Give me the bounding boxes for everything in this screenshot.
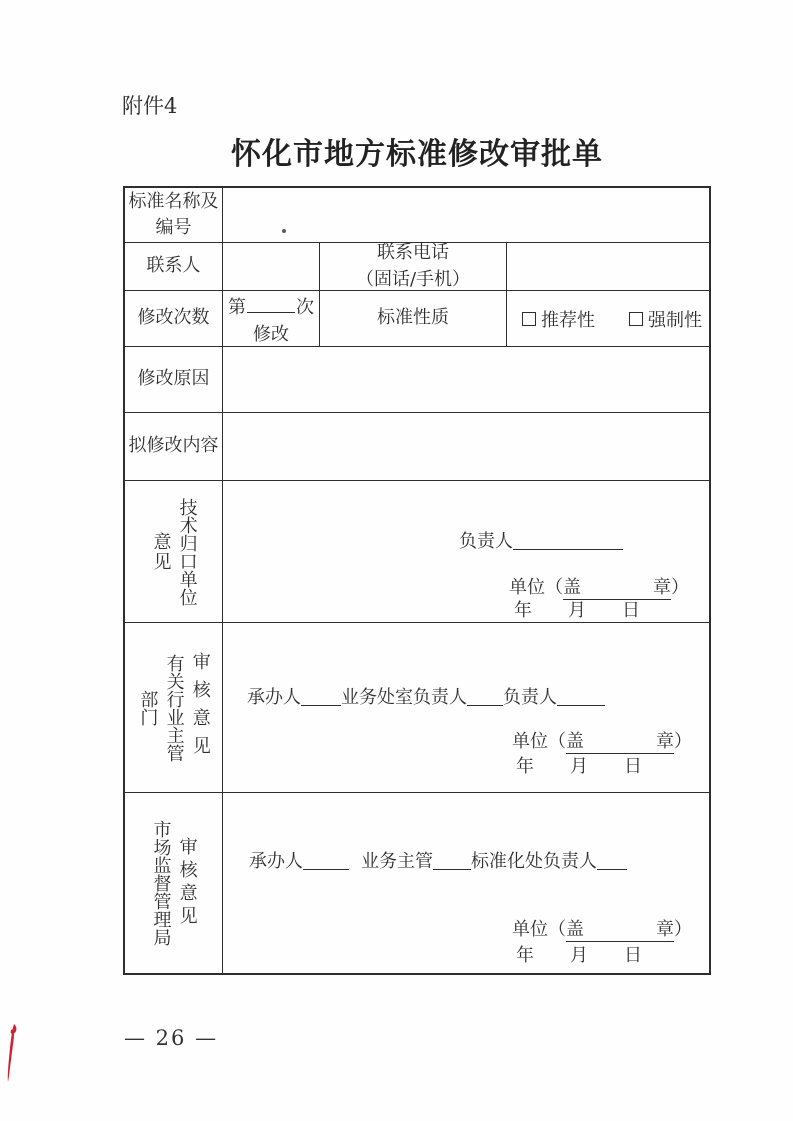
tech-unit-dept-name: 技术归口单位	[176, 497, 198, 606]
tech-unit-leader-label: 负责人	[459, 531, 513, 552]
revision-count-blank[interactable]	[247, 295, 295, 313]
seal-close-paren: ）	[674, 731, 692, 752]
row-market-bureau-opinion	[125, 792, 709, 973]
proposed-content-label: 拟修改内容	[128, 435, 219, 457]
revision-ordinal-line	[228, 293, 314, 319]
industry-office-leader-blank[interactable]	[467, 688, 503, 706]
industry-leader-label: 负责人	[503, 687, 557, 708]
seal-right-char: 章	[653, 577, 671, 598]
seal-underline	[563, 577, 671, 600]
tech-unit-leader-blank[interactable]	[513, 532, 623, 550]
tech-unit-leader-line	[459, 531, 623, 553]
seal-left-char: 盖	[566, 731, 584, 752]
market-supervisor-blank[interactable]	[433, 852, 471, 870]
standard-name-label-line2: 编号	[155, 217, 192, 238]
industry-dept-name-line2: 部门	[137, 689, 159, 726]
page-number: — 26 —	[124, 1026, 219, 1050]
phone-value-cell[interactable]	[506, 243, 709, 290]
phone-label	[319, 243, 506, 290]
unit-seal-prefix: 单位（	[512, 731, 566, 752]
market-bureau-name: 市场监督管理局	[150, 820, 172, 946]
row-standard-name	[125, 188, 709, 242]
nature-label: 标准性质	[319, 291, 506, 346]
row-tech-unit-opinion	[125, 480, 709, 622]
form-title: 怀化市地方标准修改审批单	[231, 137, 603, 172]
row-proposed-content	[125, 412, 709, 480]
ink-dot-artifact	[282, 229, 286, 233]
market-handler-blank[interactable]	[303, 852, 349, 870]
market-bureau-opinion-cell[interactable]	[222, 793, 709, 973]
industry-dept-opinion-cell[interactable]	[222, 623, 709, 792]
market-std-office-leader-blank[interactable]	[597, 852, 627, 870]
revision-suffix: 次	[296, 297, 314, 318]
recommended-option-label: 推荐性	[541, 309, 595, 331]
standard-name-label-line1: 标准名称及	[128, 190, 219, 212]
industry-seal-line	[512, 731, 692, 754]
seal-close-paren: ）	[671, 577, 689, 598]
revision-count-cell[interactable]	[222, 291, 319, 346]
revision-suffix2: 修改	[253, 324, 289, 345]
tech-unit-date-line: 年 月 日	[514, 600, 640, 621]
revision-count-label: 修改次数	[137, 307, 210, 329]
contact-value-cell[interactable]	[222, 243, 319, 290]
standard-name-label	[125, 188, 222, 242]
checkbox-recommended-icon[interactable]	[522, 312, 536, 326]
industry-leader-blank[interactable]	[557, 688, 605, 706]
industry-handler-label: 承办人	[247, 687, 301, 708]
tech-unit-seal-line	[509, 577, 689, 600]
phone-label-line1: 联系电话	[377, 242, 449, 264]
proposed-content-value-cell[interactable]	[222, 413, 709, 480]
market-date-line: 年 月 日	[516, 945, 642, 966]
industry-opinion-word: 审核意见	[189, 651, 211, 764]
seal-right-char: 章	[656, 731, 674, 752]
phone-label-line2: （固话/手机）	[355, 268, 471, 290]
row-reason	[125, 346, 709, 412]
seal-underline	[566, 919, 674, 942]
tech-unit-opinion-word: 意见	[150, 531, 172, 572]
seal-left-char: 盖	[566, 919, 584, 940]
market-opinion-word: 审核意见	[176, 837, 198, 929]
row-revision	[125, 290, 709, 346]
row-industry-dept-opinion	[125, 622, 709, 792]
attachment-label: 附件4	[122, 94, 178, 118]
approval-form-table	[123, 186, 711, 975]
market-bureau-opinion-label	[125, 793, 222, 973]
checkbox-mandatory-icon[interactable]	[629, 312, 643, 326]
market-handler-label: 承办人	[249, 851, 303, 872]
reason-label: 修改原因	[137, 368, 210, 390]
seal-close-paren: ）	[674, 919, 692, 940]
tech-unit-opinion-cell[interactable]	[222, 481, 709, 622]
revision-prefix: 第	[228, 297, 246, 318]
red-ink-mark	[5, 1022, 21, 1084]
standard-name-value-cell[interactable]	[222, 188, 709, 242]
industry-dept-name-line1: 有关行业主管	[163, 653, 185, 762]
market-supervisor-label: 业务主管	[361, 851, 433, 872]
industry-handler-blank[interactable]	[301, 688, 341, 706]
industry-date-line: 年 月 日	[516, 756, 642, 777]
recommended-option[interactable]	[522, 306, 595, 332]
contact-label: 联系人	[146, 255, 201, 277]
industry-office-leader-label: 业务处室负责人	[341, 687, 467, 708]
nature-options-cell	[506, 291, 709, 346]
mandatory-option-label: 强制性	[648, 309, 702, 331]
tech-unit-opinion-label	[125, 481, 222, 622]
industry-dept-opinion-label	[125, 623, 222, 792]
mandatory-option[interactable]	[629, 306, 702, 332]
unit-seal-prefix: 单位（	[509, 577, 563, 598]
market-std-office-leader-label: 标准化处负责人	[471, 851, 597, 872]
row-contact	[125, 242, 709, 290]
market-seal-line	[512, 919, 692, 942]
seal-right-char: 章	[656, 919, 674, 940]
seal-underline	[566, 731, 674, 754]
seal-left-char: 盖	[563, 577, 581, 598]
market-signers-line	[249, 851, 627, 873]
reason-value-cell[interactable]	[222, 347, 709, 412]
unit-seal-prefix: 单位（	[512, 919, 566, 940]
industry-signers-line	[247, 687, 605, 709]
